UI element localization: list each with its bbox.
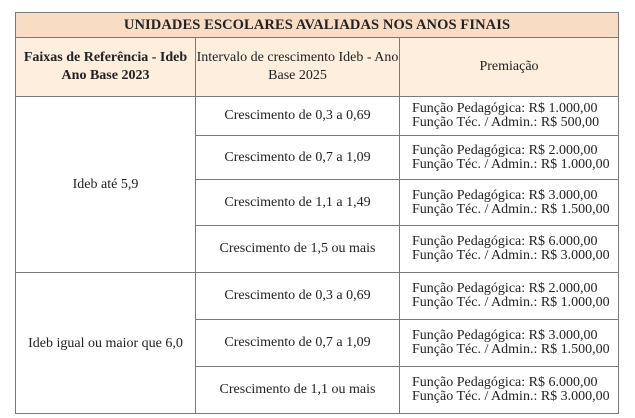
prize-tecnica: Função Téc. / Admin.: R$ 1.500,00: [412, 342, 610, 357]
header-premiacao: Premiação: [400, 38, 619, 97]
prize-pedagogica: Função Pedagógica: R$ 1.000,00: [412, 101, 598, 116]
interval-cell: Crescimento de 0,7 a 1,09: [196, 320, 400, 367]
prize-cell: [400, 180, 619, 226]
header-faixas: Faixas de Referência - Ideb Ano Base 2023: [16, 38, 196, 97]
prize-pedagogica: Função Pedagógica: R$ 2.000,00: [412, 281, 598, 296]
prize-cell: [400, 97, 619, 136]
table-title: UNIDADES ESCOLARES AVALIADAS NOS ANOS FINAIS: [16, 13, 619, 38]
table-wrapper: [15, 12, 618, 414]
prize-tecnica: Função Téc. / Admin.: R$ 1.500,00: [412, 201, 610, 217]
prize-pedagogica: Função Pedagógica: R$ 2.000,00: [412, 142, 598, 158]
prize-pedagogica: Função Pedagógica: R$ 3.000,00: [412, 328, 598, 343]
interval-cell: Crescimento de 0,3 a 0,69: [196, 97, 400, 136]
prize-pedagogica: Função Pedagógica: R$ 3.000,00: [412, 187, 598, 203]
prize-cell: [400, 136, 619, 180]
interval-cell: Crescimento de 1,1 a 1,49: [196, 180, 400, 226]
group-label: Ideb até 5,9: [16, 97, 196, 273]
prize-cell: [400, 226, 619, 273]
prize-tecnica: Função Téc. / Admin.: R$ 1.000,00: [412, 156, 610, 172]
prize-cell: [400, 367, 619, 414]
prize-cell: [400, 320, 619, 367]
prize-tecnica: Função Téc. / Admin.: R$ 3.000,00: [412, 248, 610, 263]
interval-cell: Crescimento de 0,3 a 0,69: [196, 273, 400, 320]
table-row: [16, 273, 619, 320]
table-row: [16, 97, 619, 136]
prize-cell: [400, 273, 619, 320]
prize-tecnica: Função Téc. / Admin.: R$ 3.000,00: [412, 389, 610, 404]
prize-tecnica: Função Téc. / Admin.: R$ 500,00: [412, 115, 600, 130]
interval-cell: Crescimento de 0,7 a 1,09: [196, 136, 400, 180]
interval-cell: Crescimento de 1,5 ou mais: [196, 226, 400, 273]
prize-tecnica: Função Téc. / Admin.: R$ 1.000,00: [412, 295, 610, 310]
group-label: Ideb igual ou maior que 6,0: [16, 273, 196, 414]
award-table: [15, 12, 619, 414]
prize-pedagogica: Função Pedagógica: R$ 6.000,00: [412, 234, 598, 249]
header-intervalo: Intervalo de crescimento Ideb - Ano Base 2025: [196, 38, 400, 97]
interval-cell: Crescimento de 1,1 ou mais: [196, 367, 400, 414]
prize-pedagogica: Função Pedagógica: R$ 6.000,00: [412, 375, 598, 390]
